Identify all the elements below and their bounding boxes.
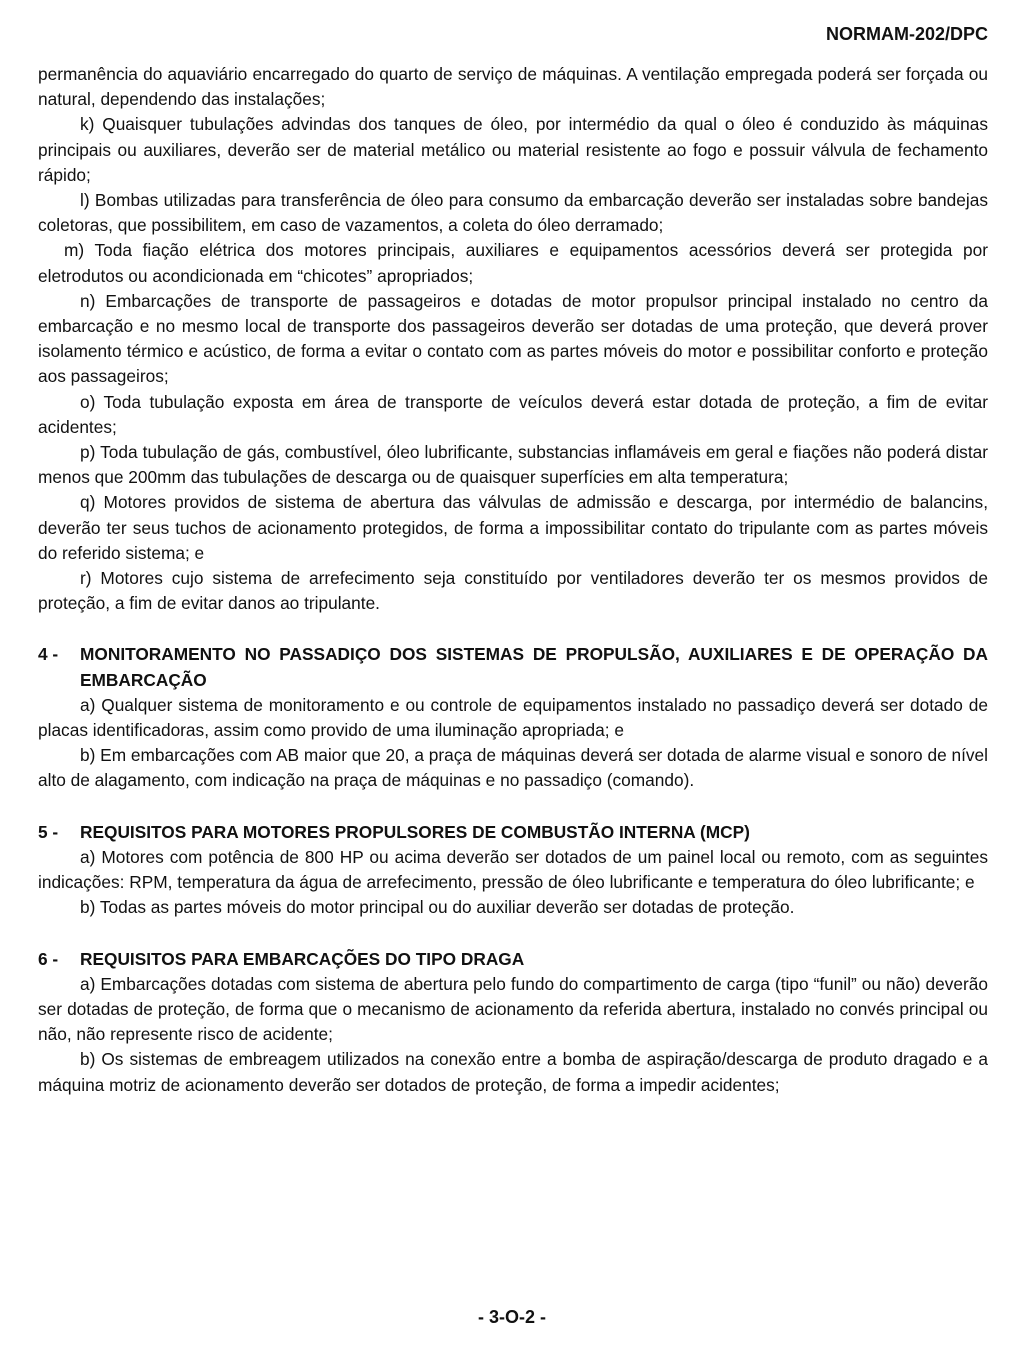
section-6-heading: [38, 947, 988, 972]
item-r: r) Motores cujo sistema de arrefecimento seja constituído por ventiladores deverão ter os mesmos providos de proteção, a fim de evitar danos ao tripulante.: [38, 568, 988, 614]
section-gap: [38, 794, 988, 820]
section-4-heading: [38, 642, 988, 692]
document-code: NORMAM-202/DPC: [825, 24, 988, 44]
section-number: 5 -: [38, 821, 59, 842]
section-5-heading: [38, 820, 988, 845]
page-number: - 3-O-2 -: [477, 1307, 546, 1327]
section-title: REQUISITOS PARA MOTORES PROPULSORES DE COMBUSTÃO INTERNA (MCP): [80, 821, 750, 842]
item-l: l) Bombas utilizadas para transferência de óleo para consumo da embarcação deverão ser instaladas sobre bandejas coletoras, que possibilitem, em caso de vazamentos, a coleta do óleo derramado;: [38, 190, 988, 236]
section-gap: [38, 616, 988, 642]
section-5-item-a: a) Motores com potência de 800 HP ou acima deverão ser dotados de um painel local ou remoto, com as seguintes indicações: RPM, temperatura da água de arrefecimento, pressão de óleo lubrificante e temperatura do óleo lubrificante; e: [38, 846, 988, 893]
item-o: o) Toda tubulação exposta em área de transporte de veículos deverá estar dotada de proteção, a fim de evitar acidentes;: [38, 391, 988, 437]
section-gap: [38, 921, 988, 947]
item-m: m) Toda fiação elétrica dos motores principais, auxiliares e equipamentos acessórios deverá ser protegida por eletrodutos ou acondicionada em “chicotes” apropriados;: [38, 240, 988, 286]
section-6-item-a: a) Embarcações dotadas com sistema de abertura pelo fundo do compartimento de carga (tipo “funil” ou não) deverão ser dotadas de proteção, de forma que o mecanismo de acionamento da referida abertura, instalado no convés principal ou não, não represente risco de acidente;: [38, 973, 988, 1045]
page-body: [38, 62, 988, 1098]
section-4-item-a: a) Qualquer sistema de monitoramento e ou controle de equipamentos instalado no passadiço deverá ser dotado de placas identificadoras, assim como provido de uma iluminação apropriada; e: [38, 694, 988, 741]
item-n: n) Embarcações de transporte de passageiros e dotadas de motor propulsor principal instalado no centro da embarcação e no mesmo local de transporte dos passageiros deverão ser dotadas de uma proteção, que deverá prover isolamento térmico e acústico, de forma a evitar o contato com as partes móveis do motor e possibilitar conforto e proteção aos passageiros;: [38, 290, 988, 387]
section-4-item-b: b) Em embarcações com AB maior que 20, a praça de máquinas deverá ser dotada de alarme visual e sonoro de nível alto de alagamento, com indicação na praça de máquinas e no passadiço (comando).: [38, 745, 988, 791]
item-p: p) Toda tubulação de gás, combustível, óleo lubrificante, substancias inflamáveis em geral e fiações não poderá distar menos que 200mm das tubulações de descarga ou de quaisquer superfícies em alta temperatura;: [38, 442, 988, 488]
section-6-item-b: b) Os sistemas de embreagem utilizados na conexão entre a bomba de aspiração/descarga de produto dragado e a máquina motriz de acionamento deverão ser dotados de proteção, de forma a impedir acidentes;: [38, 1049, 988, 1095]
item-q: q) Motores providos de sistema de abertura das válvulas de admissão e descarga, por intermédio de balancins, deverão ter seus tuchos de acionamento protegidos, de forma a impossibilitar contato do tripulante com as partes móveis do referido sistema; e: [38, 492, 988, 563]
section-number: 4 -: [38, 644, 59, 665]
section-5-item-b: b) Todas as partes móveis do motor principal ou do auxiliar deverão ser dotadas de proteção.: [80, 897, 795, 918]
section-number: 6 -: [38, 948, 59, 969]
paragraph-continuation: permanência do aquaviário encarregado do quarto de serviço de máquinas. A ventilação empregada poderá ser forçada ou natural, dependendo das instalações;: [38, 64, 988, 110]
section-title: REQUISITOS PARA EMBARCAÇÕES DO TIPO DRAGA: [80, 948, 525, 969]
section-title: MONITORAMENTO NO PASSADIÇO DOS SISTEMAS DE PROPULSÃO, AUXILIARES E DE OPERAÇÃO DA EMBARCAÇÃO: [80, 644, 988, 690]
item-k: k) Quaisquer tubulações advindas dos tanques de óleo, por intermédio da qual o óleo é conduzido às máquinas principais ou auxiliares, deverão ser de material metálico ou material resistente ao fogo e possuir válvula de fechamento rápido;: [38, 114, 988, 185]
